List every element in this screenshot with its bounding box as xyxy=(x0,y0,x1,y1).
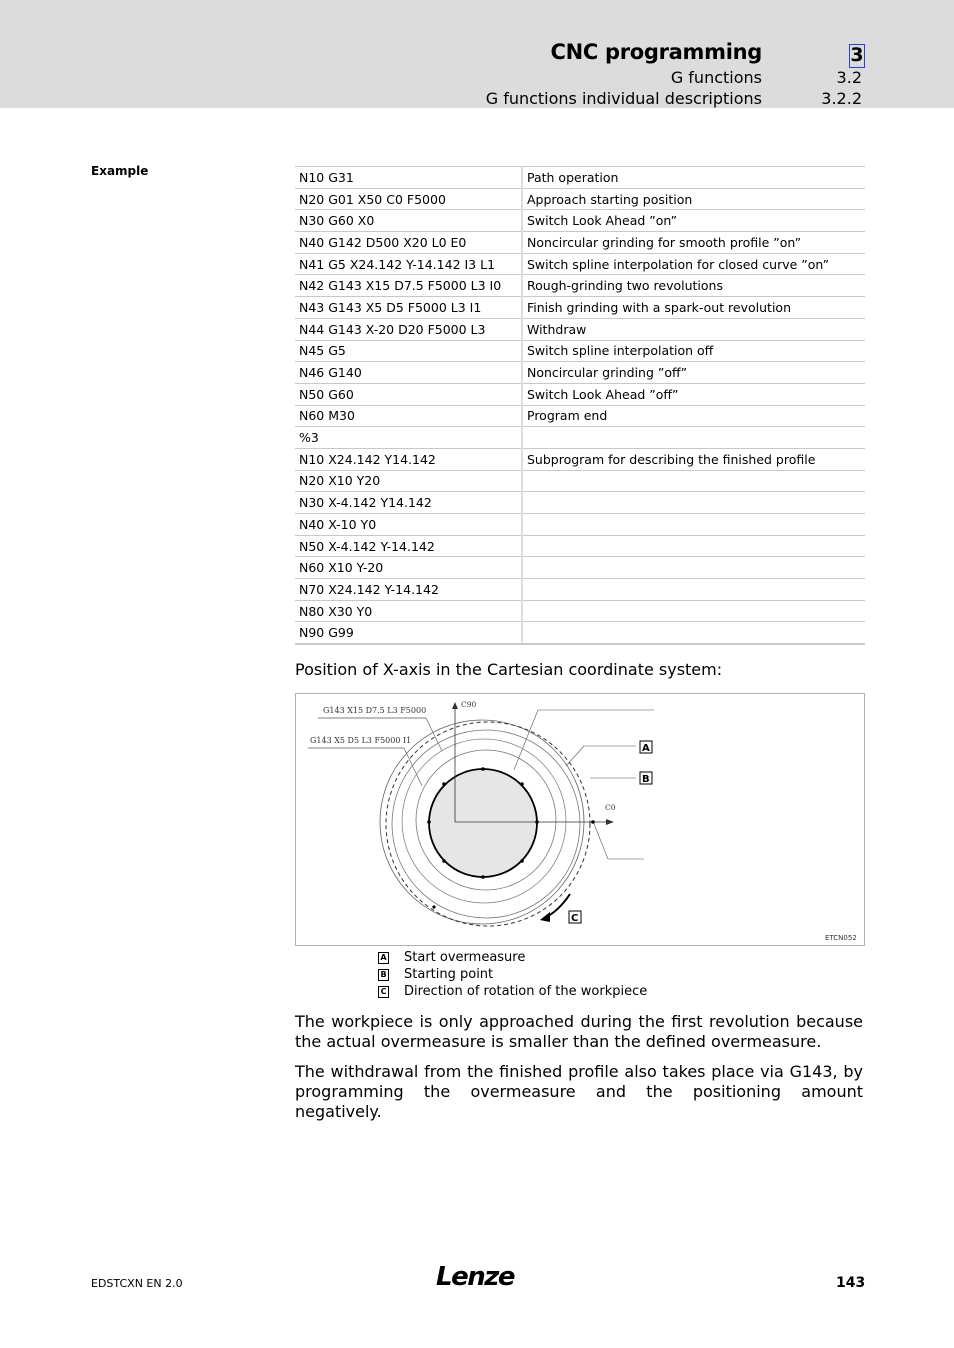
diagram-svg xyxy=(296,694,864,945)
table-row xyxy=(295,470,865,492)
description-cell xyxy=(522,492,865,514)
profile-point xyxy=(520,782,524,786)
description-cell xyxy=(522,557,865,579)
description-cell xyxy=(522,514,865,536)
body-paragraph: The withdrawal from the finished profile also takes place via G143, by programming the overmeasure and the positioning amount negatively. xyxy=(295,1062,863,1121)
y-axis-arrow-icon xyxy=(452,702,458,709)
grinding-diagram xyxy=(295,693,865,946)
example-label: Example xyxy=(91,164,149,178)
nc-code-cell: N44 G143 X-20 D20 F5000 L3 xyxy=(295,318,522,340)
section-number: 3.2 xyxy=(836,68,862,87)
description-cell: Path operation xyxy=(522,167,865,189)
document-id: EDSTCXN EN 2.0 xyxy=(91,1277,183,1290)
nc-code-cell: N20 G01 X50 C0 F5000 xyxy=(295,188,522,210)
leader-right-diag xyxy=(594,824,608,859)
table-row xyxy=(295,210,865,232)
legend-key: B xyxy=(378,969,389,981)
table-row xyxy=(295,448,865,470)
leader-marker-a-diag xyxy=(566,746,584,766)
table-row xyxy=(295,535,865,557)
nc-code-cell: N50 X-4.142 Y-14.142 xyxy=(295,535,522,557)
table-row xyxy=(295,427,865,449)
nc-code-cell: N60 X10 Y-20 xyxy=(295,557,522,579)
description-cell xyxy=(522,622,865,644)
table-row xyxy=(295,622,865,644)
description-cell: Switch Look Ahead ”on” xyxy=(522,210,865,232)
profile-point xyxy=(442,859,446,863)
description-cell xyxy=(522,427,865,449)
nc-code-cell: N10 G31 xyxy=(295,167,522,189)
description-cell: Subprogram for describing the finished profile xyxy=(522,448,865,470)
page-header xyxy=(0,0,954,108)
figure-id: ETCN052 xyxy=(825,934,857,942)
description-cell xyxy=(522,600,865,622)
nc-code-cell: N30 G60 X0 xyxy=(295,210,522,232)
x-axis-arrow-icon xyxy=(606,819,614,825)
nc-code-cell: N60 M30 xyxy=(295,405,522,427)
description-cell xyxy=(522,470,865,492)
legend-text: Direction of rotation of the workpiece xyxy=(404,984,648,999)
legend-key: C xyxy=(378,986,389,998)
legend-key: A xyxy=(378,952,389,964)
nc-code-cell: N46 G140 xyxy=(295,362,522,384)
description-cell: Switch spline interpolation for closed curve ”on” xyxy=(522,253,865,275)
program-table xyxy=(295,166,865,645)
section-title: G functions xyxy=(670,68,762,87)
nc-code-cell: N30 X-4.142 Y14.142 xyxy=(295,492,522,514)
nc-code-cell: N50 G60 xyxy=(295,383,522,405)
description-cell: Switch spline interpolation off xyxy=(522,340,865,362)
description-cell: Withdraw xyxy=(522,318,865,340)
table-row xyxy=(295,557,865,579)
rotation-arrow-icon xyxy=(540,912,550,922)
description-cell xyxy=(522,535,865,557)
nc-code-cell: N43 G143 X5 D5 F5000 L3 I1 xyxy=(295,297,522,319)
table-row xyxy=(295,492,865,514)
path-point xyxy=(432,905,435,908)
profile-point xyxy=(442,782,446,786)
legend-text: Start overmeasure xyxy=(404,950,526,965)
figure-caption: Position of X-axis in the Cartesian coordinate system: xyxy=(295,660,723,679)
nc-code-cell: N40 G142 D500 X20 L0 E0 xyxy=(295,232,522,254)
body-paragraph: The workpiece is only approached during the first revolution because the actual overmeasure is smaller than the defined overmeasure. xyxy=(295,1012,863,1051)
description-cell: Program end xyxy=(522,405,865,427)
table-row xyxy=(295,275,865,297)
description-cell: Approach starting position xyxy=(522,188,865,210)
g143-label-b: G143 X5 D5 L3 F5000 I1 xyxy=(310,736,412,745)
chapter-number-badge[interactable]: 3 xyxy=(850,44,864,66)
nc-code-cell: N80 X30 Y0 xyxy=(295,600,522,622)
nc-code-cell: N10 X24.142 Y14.142 xyxy=(295,448,522,470)
nc-code-cell: N90 G99 xyxy=(295,622,522,644)
description-cell: Switch Look Ahead ”off” xyxy=(522,383,865,405)
profile-point xyxy=(520,859,524,863)
c90-label: C90 xyxy=(461,700,477,709)
table-row xyxy=(295,579,865,601)
profile-point xyxy=(481,875,485,879)
leader-top-diag xyxy=(514,710,538,770)
nc-code-cell: N42 G143 X15 D7.5 F5000 L3 I0 xyxy=(295,275,522,297)
lenze-logo: Lenze xyxy=(436,1262,514,1292)
profile-point xyxy=(481,767,485,771)
marker-c: C xyxy=(571,913,579,924)
profile-point xyxy=(427,820,431,824)
legend-text: Starting point xyxy=(404,967,494,982)
description-cell: Noncircular grinding ”off” xyxy=(522,362,865,384)
nc-code-cell: %3 xyxy=(295,427,522,449)
table-row xyxy=(295,383,865,405)
chapter-title: CNC programming xyxy=(550,40,762,64)
page-number: 143 xyxy=(836,1275,866,1291)
nc-code-cell: N20 X10 Y20 xyxy=(295,470,522,492)
g143-label-a: G143 X15 D7.5 L3 F5000 xyxy=(323,706,427,715)
marker-b: B xyxy=(642,774,650,785)
description-cell xyxy=(522,579,865,601)
table-row xyxy=(295,188,865,210)
table-row xyxy=(295,600,865,622)
table-row xyxy=(295,362,865,384)
table-row xyxy=(295,340,865,362)
table-row xyxy=(295,405,865,427)
table-row xyxy=(295,167,865,189)
description-cell: Rough-grinding two revolutions xyxy=(522,275,865,297)
c0-label: C0 xyxy=(605,803,616,812)
starting-point xyxy=(591,820,595,824)
table-row xyxy=(295,514,865,536)
table-row xyxy=(295,318,865,340)
table-row xyxy=(295,297,865,319)
description-cell: Noncircular grinding for smooth profile ”on” xyxy=(522,232,865,254)
nc-code-cell: N45 G5 xyxy=(295,340,522,362)
subsection-title: G functions individual descriptions xyxy=(485,89,762,108)
marker-a: A xyxy=(642,743,650,754)
description-cell: Finish grinding with a spark-out revolution xyxy=(522,297,865,319)
table-row xyxy=(295,253,865,275)
table-row xyxy=(295,232,865,254)
nc-code-cell: N41 G5 X24.142 Y-14.142 I3 L1 xyxy=(295,253,522,275)
nc-code-cell: N40 X-10 Y0 xyxy=(295,514,522,536)
subsection-number: 3.2.2 xyxy=(821,89,862,108)
profile-point xyxy=(535,820,539,824)
nc-code-cell: N70 X24.142 Y-14.142 xyxy=(295,579,522,601)
